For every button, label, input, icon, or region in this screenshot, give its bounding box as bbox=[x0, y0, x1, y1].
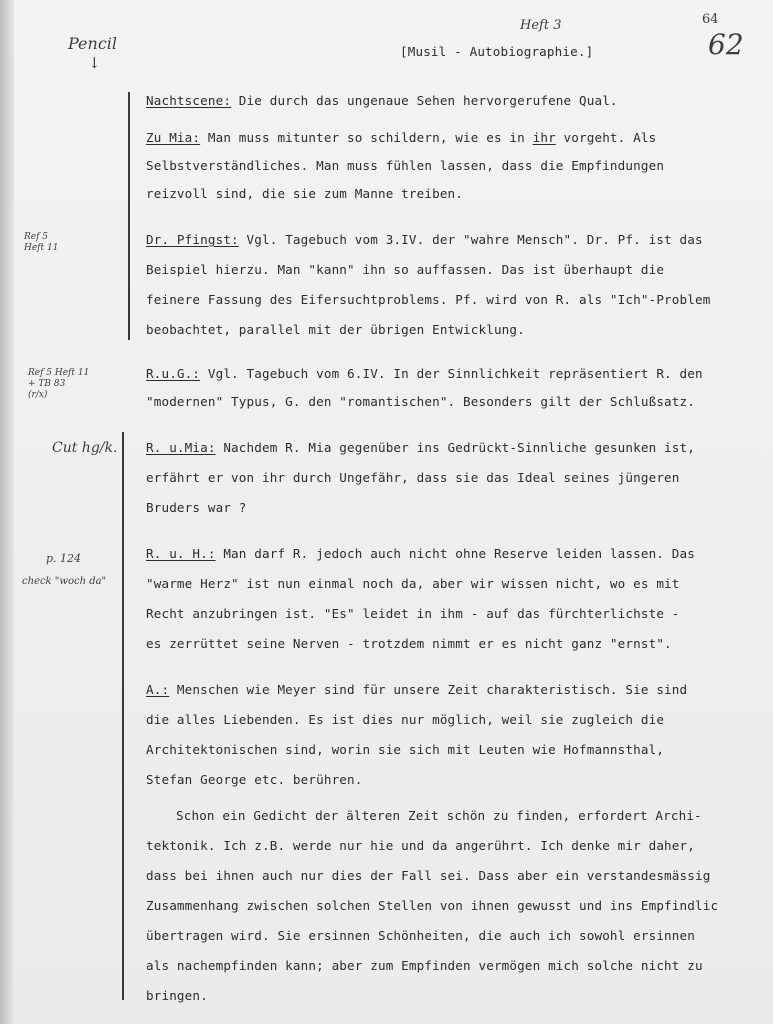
section-label: Dr. Pfingst: bbox=[146, 232, 239, 247]
text-line: übertragen wird. Sie ersinnen Schönheiten, die auch ich sowohl ersinnen bbox=[146, 928, 695, 943]
text-line: reizvoll sind, die sie zum Manne treiben. bbox=[146, 186, 464, 201]
text-line: erfährt er von ihr durch Ungefähr, dass sie das Ideal seines jüngeren bbox=[146, 470, 680, 485]
text-line: R. u.Mia: Nachdem R. Mia gegenüber ins Gedrückt-Sinnliche gesunken ist, bbox=[146, 440, 695, 455]
section-label: R.u.G.: bbox=[146, 366, 201, 381]
margin-line-lower bbox=[122, 432, 124, 1000]
text-line: tektonik. Ich z.B. werde nur hie und da angerührt. Ich denke mir daher, bbox=[146, 838, 695, 853]
section-label: A.: bbox=[146, 682, 170, 697]
margin-note-ref: Ref 5 Heft 11 bbox=[24, 232, 59, 253]
section-label: R. u.Mia: bbox=[146, 440, 216, 455]
text-line: es zerrüttet seine Nerven - trotzdem nimmt er es nicht ganz "ernst". bbox=[146, 636, 672, 651]
handwritten-pencil-note: Pencil bbox=[68, 34, 118, 53]
text-line: die alles Liebenden. Es ist dies nur möglich, weil sie zugleich die bbox=[146, 712, 665, 727]
document-title: [Musil - Autobiographie.] bbox=[400, 44, 594, 59]
text-line: Beispiel hierzu. Man "kann" ihn so auffassen. Das ist überhaupt die bbox=[146, 262, 665, 277]
margin-note-cut: Cut hg/k. bbox=[52, 440, 118, 456]
text-line: Schon ein Gedicht der älteren Zeit schön zu finden, erfordert Archi- bbox=[176, 808, 702, 823]
text-line: Zusammenhang zwischen solchen Stellen von ihnen gewusst und ins Empfindlic bbox=[146, 898, 719, 913]
margin-note-ref-tb: Ref 5 Heft 11 + TB 83 (r/x) bbox=[28, 368, 90, 400]
text-line: R. u. H.: Man darf R. jedoch auch nicht ohne Reserve leiden lassen. Das bbox=[146, 546, 695, 561]
section-label: Zu Mia: bbox=[146, 130, 201, 145]
arrow-down-icon: ↓ bbox=[88, 54, 101, 72]
text-line: R.u.G.: Vgl. Tagebuch vom 6.IV. In der Sinnlichkeit repräsentiert R. den bbox=[146, 366, 703, 381]
page-number-small: 64 bbox=[702, 12, 719, 27]
text-line: als nachempfinden kann; aber zum Empfinden vermögen mich solche nicht zu bbox=[146, 958, 703, 973]
handwritten-heft-note: Heft 3 bbox=[520, 18, 562, 33]
text-line: beobachtet, parallel mit der übrigen Entwicklung. bbox=[146, 322, 525, 337]
text-line: "warme Herz" ist nun einmal noch da, aber wir wissen nicht, wo es mit bbox=[146, 576, 680, 591]
text-line: A.: Menschen wie Meyer sind für unsere Zeit charakteristisch. Sie sind bbox=[146, 682, 688, 697]
text-line: "modernen" Typus, G. den "romantischen". Besonders gilt der Schlußsatz. bbox=[146, 394, 695, 409]
text-line: bringen. bbox=[146, 988, 208, 1003]
margin-note-check: check "woch da" bbox=[22, 576, 107, 587]
text-line: dass bei ihnen auch nur dies der Fall sei. Dass aber ein verstandesmässig bbox=[146, 868, 711, 883]
text-line: Bruders war ? bbox=[146, 500, 247, 515]
text-line: Selbstverständliches. Man muss fühlen lassen, dass die Empfindungen bbox=[146, 158, 665, 173]
text-line: Dr. Pfingst: Vgl. Tagebuch vom 3.IV. der "wahre Mensch". Dr. Pf. ist das bbox=[146, 232, 703, 247]
text-line: Recht anzubringen ist. "Es" leidet in ihm - auf das fürchterlichste - bbox=[146, 606, 680, 621]
text-line: feinere Fassung des Eifersuchtproblems. Pf. wird von R. als "Ich"-Problem bbox=[146, 292, 711, 307]
text-line: Architektonischen sind, worin sie sich mit Leuten wie Hofmannsthal, bbox=[146, 742, 665, 757]
text-line: Stefan George etc. berühren. bbox=[146, 772, 363, 787]
scan-edge-shadow bbox=[0, 0, 14, 1024]
text-line: Nachtscene: Die durch das ungenaue Sehen hervorgerufene Qual. bbox=[146, 93, 618, 108]
section-label: Nachtscene: bbox=[146, 93, 232, 108]
page-number-large: 62 bbox=[708, 28, 744, 61]
margin-note-page-ref: p. 124 bbox=[46, 552, 82, 565]
margin-line-upper bbox=[128, 92, 130, 340]
section-label: R. u. H.: bbox=[146, 546, 216, 561]
text-line: Zu Mia: Man muss mitunter so schildern, wie es in ihr vorgeht. Als bbox=[146, 130, 657, 145]
